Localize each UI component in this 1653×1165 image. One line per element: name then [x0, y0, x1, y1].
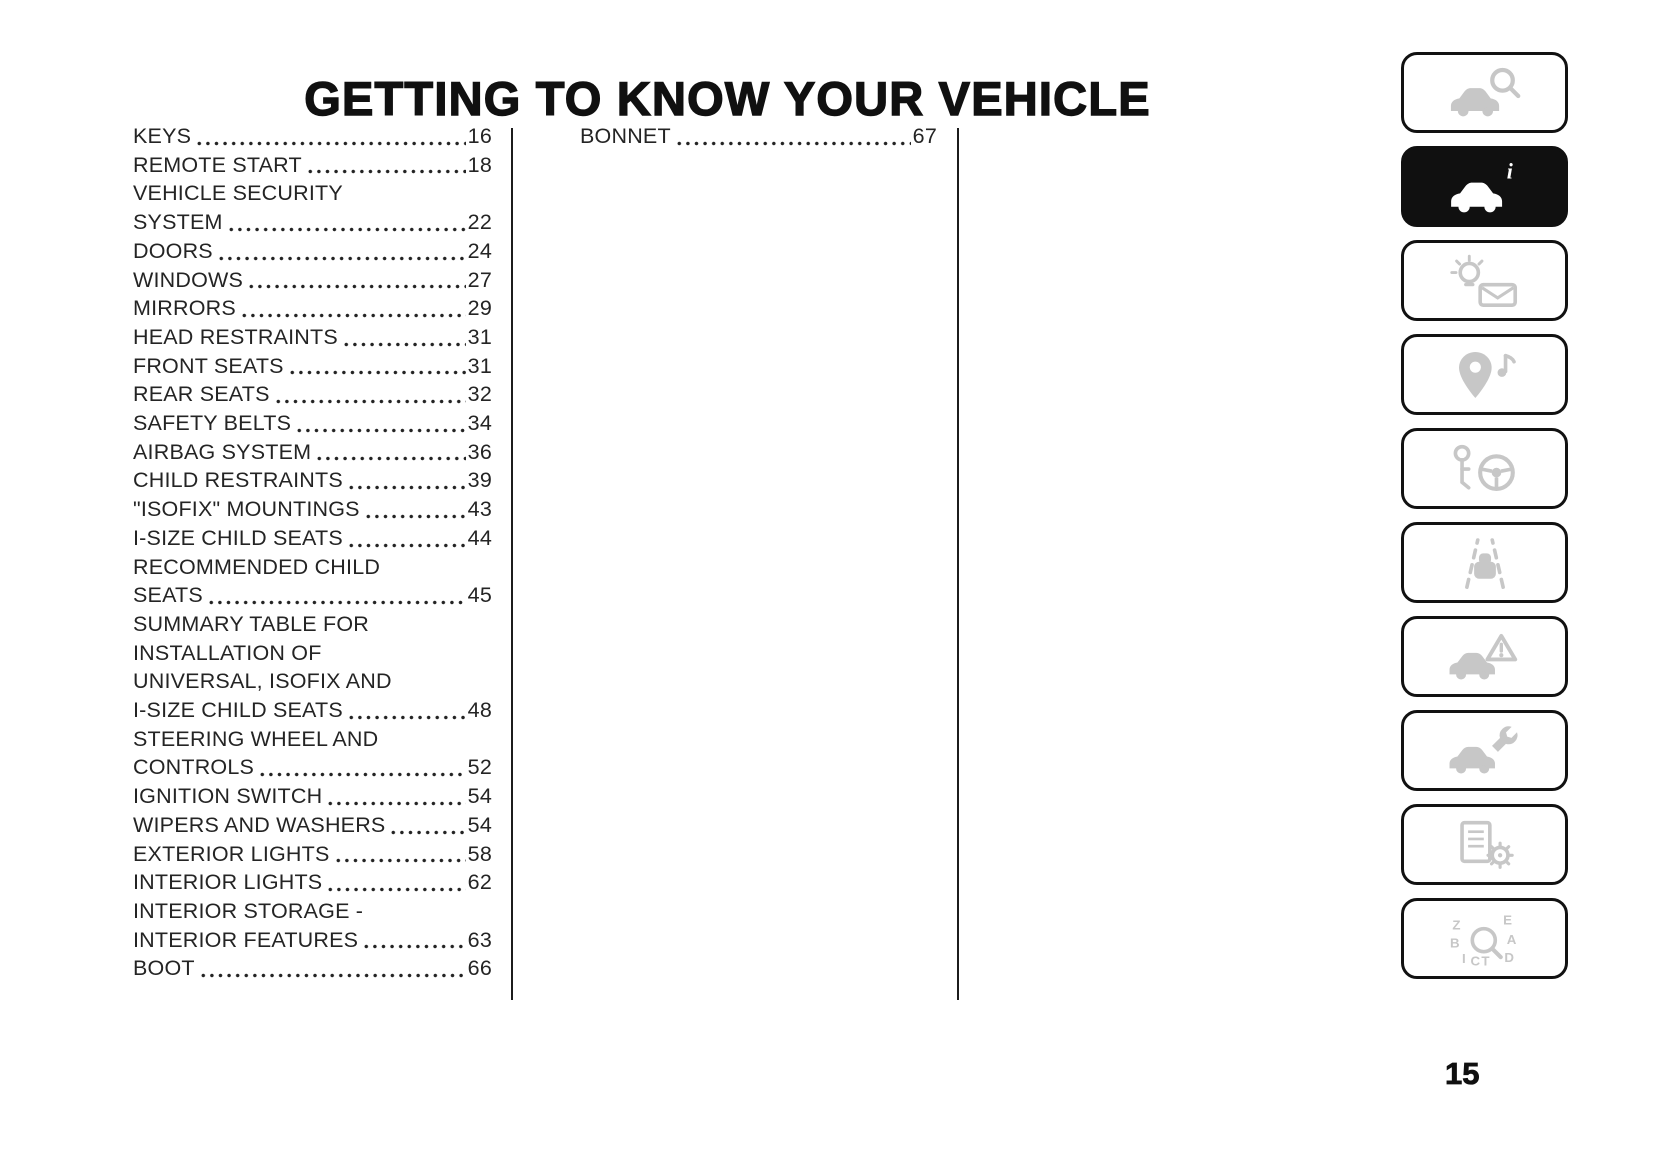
column-divider — [957, 128, 959, 1000]
toc-entry-label: SUMMARY TABLE FOR — [133, 611, 369, 636]
navigation-audio-icon — [1441, 346, 1529, 404]
toc-leader-dots — [342, 338, 466, 347]
toc-entry — [133, 266, 492, 295]
alphabetical-index-icon — [1441, 910, 1529, 968]
toc-page-number: 54 — [467, 784, 492, 809]
toc-entry — [133, 409, 492, 438]
toc-entry-label: "ISOFIX" MOUNTINGS — [133, 497, 360, 522]
toc-page-number: 43 — [467, 497, 492, 522]
toc-entry — [133, 237, 492, 266]
toc-entry-label: REMOTE START — [133, 152, 302, 177]
toc-column — [133, 122, 492, 983]
svg-text:A: A — [1506, 931, 1516, 947]
toc-column — [580, 122, 937, 151]
toc-leader-dots — [288, 366, 466, 375]
toc-entry-label: SEATS — [133, 583, 203, 608]
toc-entry-label: INTERIOR STORAGE - — [133, 898, 364, 923]
toc-entry-label: WIPERS AND WASHERS — [133, 812, 386, 837]
column-divider — [511, 128, 513, 1000]
toc-entry-label: FRONT SEATS — [133, 353, 284, 378]
car-search-icon — [1441, 64, 1529, 122]
toc-entry-label: HEAD RESTRAINTS — [133, 324, 338, 349]
toc-entry — [133, 294, 492, 323]
sidebar-tab-car-search[interactable] — [1401, 52, 1568, 133]
sidebar-tab-document-gear[interactable] — [1401, 804, 1568, 885]
car-lane-icon — [1441, 534, 1529, 592]
toc-entry — [133, 380, 492, 409]
sidebar-tab-warning-triangle[interactable] — [1401, 616, 1568, 697]
toc-entry-label: REAR SEATS — [133, 382, 270, 407]
toc-entry-label: BOOT — [133, 956, 195, 981]
toc-entry-label: INSTALLATION OF — [133, 640, 322, 665]
toc-entry — [133, 954, 492, 983]
toc-entry-label: VEHICLE SECURITY — [133, 181, 343, 206]
toc-page-number: 48 — [467, 698, 492, 723]
toc-page-number: 36 — [467, 439, 492, 464]
sidebar-tab-index[interactable] — [1401, 898, 1568, 979]
toc-entry — [133, 553, 492, 610]
toc-leader-dots — [240, 309, 466, 318]
toc-page-number: 44 — [467, 525, 492, 550]
toc-entry-label: STEERING WHEEL AND — [133, 726, 379, 751]
toc-page-number: 45 — [467, 583, 492, 608]
document-gear-icon — [1441, 816, 1529, 874]
toc-page-number: 39 — [467, 468, 492, 493]
toc-page-number: 34 — [467, 411, 492, 436]
toc-entry — [133, 179, 492, 236]
toc-page-number: 52 — [467, 755, 492, 780]
warning-light-message-icon — [1441, 252, 1529, 310]
toc-leader-dots — [274, 395, 466, 404]
toc-entry-label: EXTERIOR LIGHTS — [133, 841, 330, 866]
toc-entry-label: AIRBAG SYSTEM — [133, 439, 312, 464]
toc-page-number: 16 — [467, 124, 492, 148]
toc-entry — [133, 897, 492, 954]
toc-leader-dots — [389, 826, 465, 835]
toc-entry — [133, 122, 492, 151]
toc-leader-dots — [347, 539, 466, 548]
page-title: GETTING TO KNOW YOUR VEHICLE — [304, 72, 1151, 126]
toc-page-number: 22 — [467, 210, 492, 235]
toc-leader-dots — [364, 510, 466, 519]
toc-leader-dots — [326, 883, 465, 892]
sidebar-tabs — [1401, 52, 1568, 979]
toc-page-number: 32 — [467, 382, 492, 407]
toc-leader-dots — [247, 280, 466, 289]
toc-entry-label: CHILD RESTRAINTS — [133, 468, 343, 493]
toc-entry-label: CONTROLS — [133, 755, 255, 780]
toc-page-number: 66 — [467, 956, 492, 981]
toc-page-number: 63 — [467, 927, 492, 952]
toc-page-number: 29 — [467, 296, 492, 321]
toc-page-number: 58 — [467, 841, 492, 866]
toc-entry — [133, 495, 492, 524]
toc-entry-label: INTERIOR FEATURES — [133, 927, 359, 952]
toc-leader-dots — [199, 969, 466, 978]
toc-entry — [133, 811, 492, 840]
toc-leader-dots — [334, 854, 466, 863]
toc-page-number: 24 — [467, 238, 492, 263]
car-info-icon — [1441, 158, 1529, 216]
toc-entry-label: I-SIZE CHILD SEATS — [133, 698, 343, 723]
svg-text:T: T — [1480, 953, 1489, 968]
toc-page-number: 18 — [467, 152, 492, 177]
svg-text:i: i — [1506, 159, 1513, 184]
toc-entry — [133, 610, 492, 725]
toc-page-number: 54 — [467, 812, 492, 837]
toc-entry — [133, 352, 492, 381]
toc-leader-dots — [195, 137, 466, 146]
svg-text:I: I — [1461, 950, 1466, 966]
toc-leader-dots — [675, 137, 911, 146]
toc-page-number: 31 — [467, 353, 492, 378]
sidebar-tab-car-info[interactable] — [1401, 146, 1568, 227]
toc-entry-label: WINDOWS — [133, 267, 244, 292]
toc-entry — [133, 438, 492, 467]
toc-leader-dots — [347, 481, 466, 490]
car-warning-triangle-icon — [1441, 628, 1529, 686]
toc-leader-dots — [326, 797, 465, 806]
toc-entry-label: DOORS — [133, 238, 213, 263]
svg-text:E: E — [1502, 912, 1512, 927]
toc-page-number: 67 — [912, 124, 937, 148]
toc-leader-dots — [295, 424, 466, 433]
toc-entry-label: UNIVERSAL, ISOFIX AND — [133, 669, 392, 694]
toc-entry — [133, 840, 492, 869]
sidebar-tab-service[interactable] — [1401, 710, 1568, 791]
toc-entry — [133, 323, 492, 352]
toc-entry — [133, 782, 492, 811]
car-wrench-icon — [1441, 722, 1529, 780]
toc-entry — [133, 725, 492, 782]
toc-leader-dots — [217, 252, 466, 261]
toc-entry-label: SAFETY BELTS — [133, 411, 292, 436]
toc-entry-label: RECOMMENDED CHILD — [133, 554, 381, 579]
toc-entry-label: MIRRORS — [133, 296, 236, 321]
toc-entry — [133, 868, 492, 897]
sidebar-tab-key-steering[interactable] — [1401, 428, 1568, 509]
sidebar-tab-warning-lights[interactable] — [1401, 240, 1568, 321]
toc-entry-label: I-SIZE CHILD SEATS — [133, 525, 343, 550]
svg-text:C: C — [1470, 953, 1480, 968]
sidebar-tab-multimedia[interactable] — [1401, 334, 1568, 415]
toc-entry — [133, 466, 492, 495]
svg-text:B: B — [1449, 934, 1460, 950]
toc-leader-dots — [227, 223, 466, 232]
toc-entry — [580, 122, 937, 151]
page-number: 15 — [1445, 1056, 1480, 1091]
svg-text:D: D — [1503, 949, 1514, 965]
toc-page-number: 62 — [467, 870, 492, 895]
toc-leader-dots — [362, 940, 465, 949]
toc-entry-label: KEYS — [133, 124, 192, 148]
toc-entry-label: SYSTEM — [133, 210, 223, 235]
toc-page-number: 31 — [467, 324, 492, 349]
key-steering-wheel-icon — [1441, 440, 1529, 498]
svg-text:Z: Z — [1451, 916, 1460, 932]
toc-leader-dots — [207, 596, 466, 605]
toc-leader-dots — [258, 768, 466, 777]
toc-leader-dots — [315, 452, 465, 461]
toc-entry — [133, 151, 492, 180]
toc-entry-label: INTERIOR LIGHTS — [133, 870, 323, 895]
toc-leader-dots — [347, 711, 466, 720]
sidebar-tab-lane[interactable] — [1401, 522, 1568, 603]
toc-entry-label: BONNET — [580, 124, 671, 148]
toc-leader-dots — [306, 165, 466, 174]
toc-page-number: 27 — [467, 267, 492, 292]
toc-entry-label: IGNITION SWITCH — [133, 784, 323, 809]
toc-entry — [133, 524, 492, 553]
